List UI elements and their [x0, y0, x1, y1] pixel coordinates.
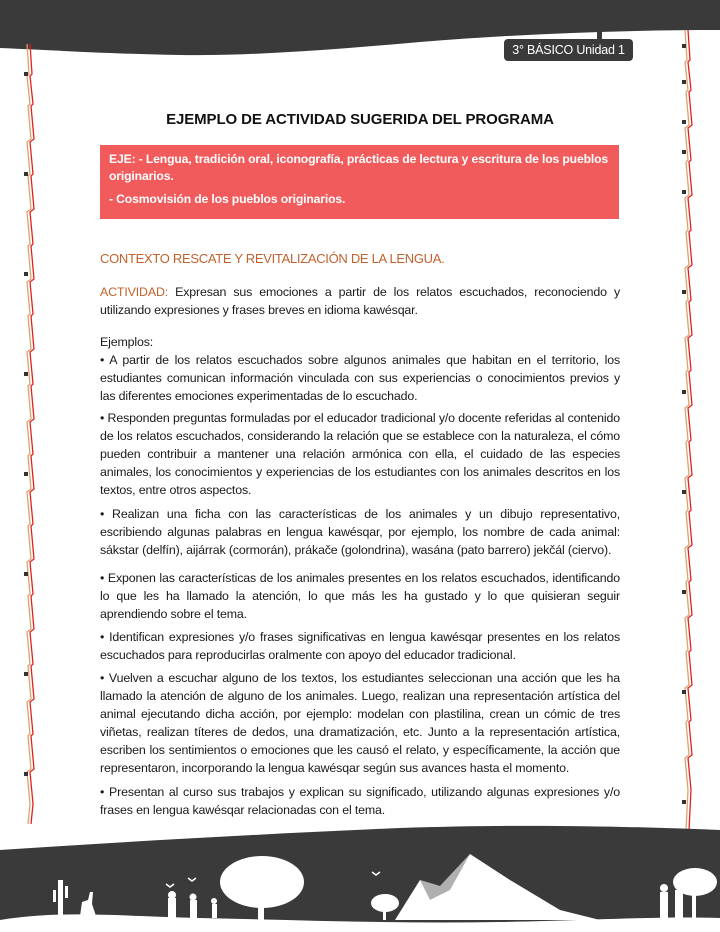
eje-line-1: EJE: - Lengua, tradición oral, iconografía, prácticas de lectura y escritura de los pueblos originarios.: [109, 152, 609, 183]
footer-landscape-illustration: [0, 820, 720, 932]
example-item: • Vuelven a escuchar alguno de los textos, los estudiantes seleccionan una acción que les ha llamado la atención de alguno de los animales. Luego, realizan una representación artística del animal ejecutando dicha acción, por ejemplo: modelan con plastilina, crean un cómic de tres viñetas, realizan títeres de dedos, una dramatización, etc. Junto a la representación artística, escriben los sentimientos o emociones que les causó el relato, y específicamente, la acción que representaron, incorporando la lengua kawésqar según sus avances hasta el momento.: [100, 671, 620, 775]
example-item: • Identifican expresiones y/o frases significativas en lengua kawésqar presentes en los relatos escuchados para reproducirlas oralmente con apoyo del educador tradicional.: [100, 630, 620, 662]
examples-label: Ejemplos:: [100, 335, 154, 349]
activity-text: Expresan sus emociones a partir de los relatos escuchados, reconociendo y utilizando expresiones y frases breves en idioma kawésqar.: [100, 285, 620, 317]
example-item: • Presentan al curso sus trabajos y explican su significado, utilizando algunas expresiones y/o frases en lengua kawésqar relacionadas con el tema.: [100, 785, 620, 817]
example-item: • Exponen las características de los animales presentes en los relatos escuchados, identificando lo que les ha llamado la atención, lo que más les ha gustado y lo que quisieran seguir aprendiendo sobre el tema.: [100, 571, 620, 621]
example-item: • Responden preguntas formuladas por el educador tradicional y/o docente referidas al contenido de los relatos escuchados, considerando la relación que se establece con la naturaleza, el cómo pueden contribuir a mantener una relación armónica con ella, el cuidado de las especies animales, los conocimientos y experiencias de los estudiantes con los animales descritos en los textos, entre otros aspectos.: [100, 411, 620, 497]
eje-line-2: - Cosmovisión de los pueblos originarios.: [109, 192, 346, 206]
section-heading: CONTEXTO RESCATE Y REVITALIZACIÓN DE LA LENGUA.: [100, 251, 445, 266]
activity-paragraph: [100, 283, 620, 319]
page-title: EJEMPLO DE ACTIVIDAD SUGERIDA DEL PROGRAMA: [166, 111, 554, 128]
left-zigzag-border-icon: [20, 44, 40, 824]
unit-badge: 3° BÁSICO Unidad 1: [504, 39, 633, 61]
eje-box: [100, 145, 619, 219]
example-item: • Realizan una ficha con las características de los animales y un dibujo representativo, escribiendo algunas palabras en lengua kawésqar, por ejemplo, los nombre de cada animal: sákstar (delfín), aijárrak (cormorán), prákače (golondrina), wasána (pato barrero) jekčál (ciervo).: [100, 507, 620, 557]
example-item: • A partir de los relatos escuchados sobre algunos animales que habitan en el territorio, los estudiantes comunican información vinculada con sus experiencias o conocimientos previos y las diferentes emociones experimentadas de lo escuchado.: [100, 353, 620, 403]
right-zigzag-border-icon: [678, 30, 698, 830]
activity-label: ACTIVIDAD:: [100, 285, 169, 299]
